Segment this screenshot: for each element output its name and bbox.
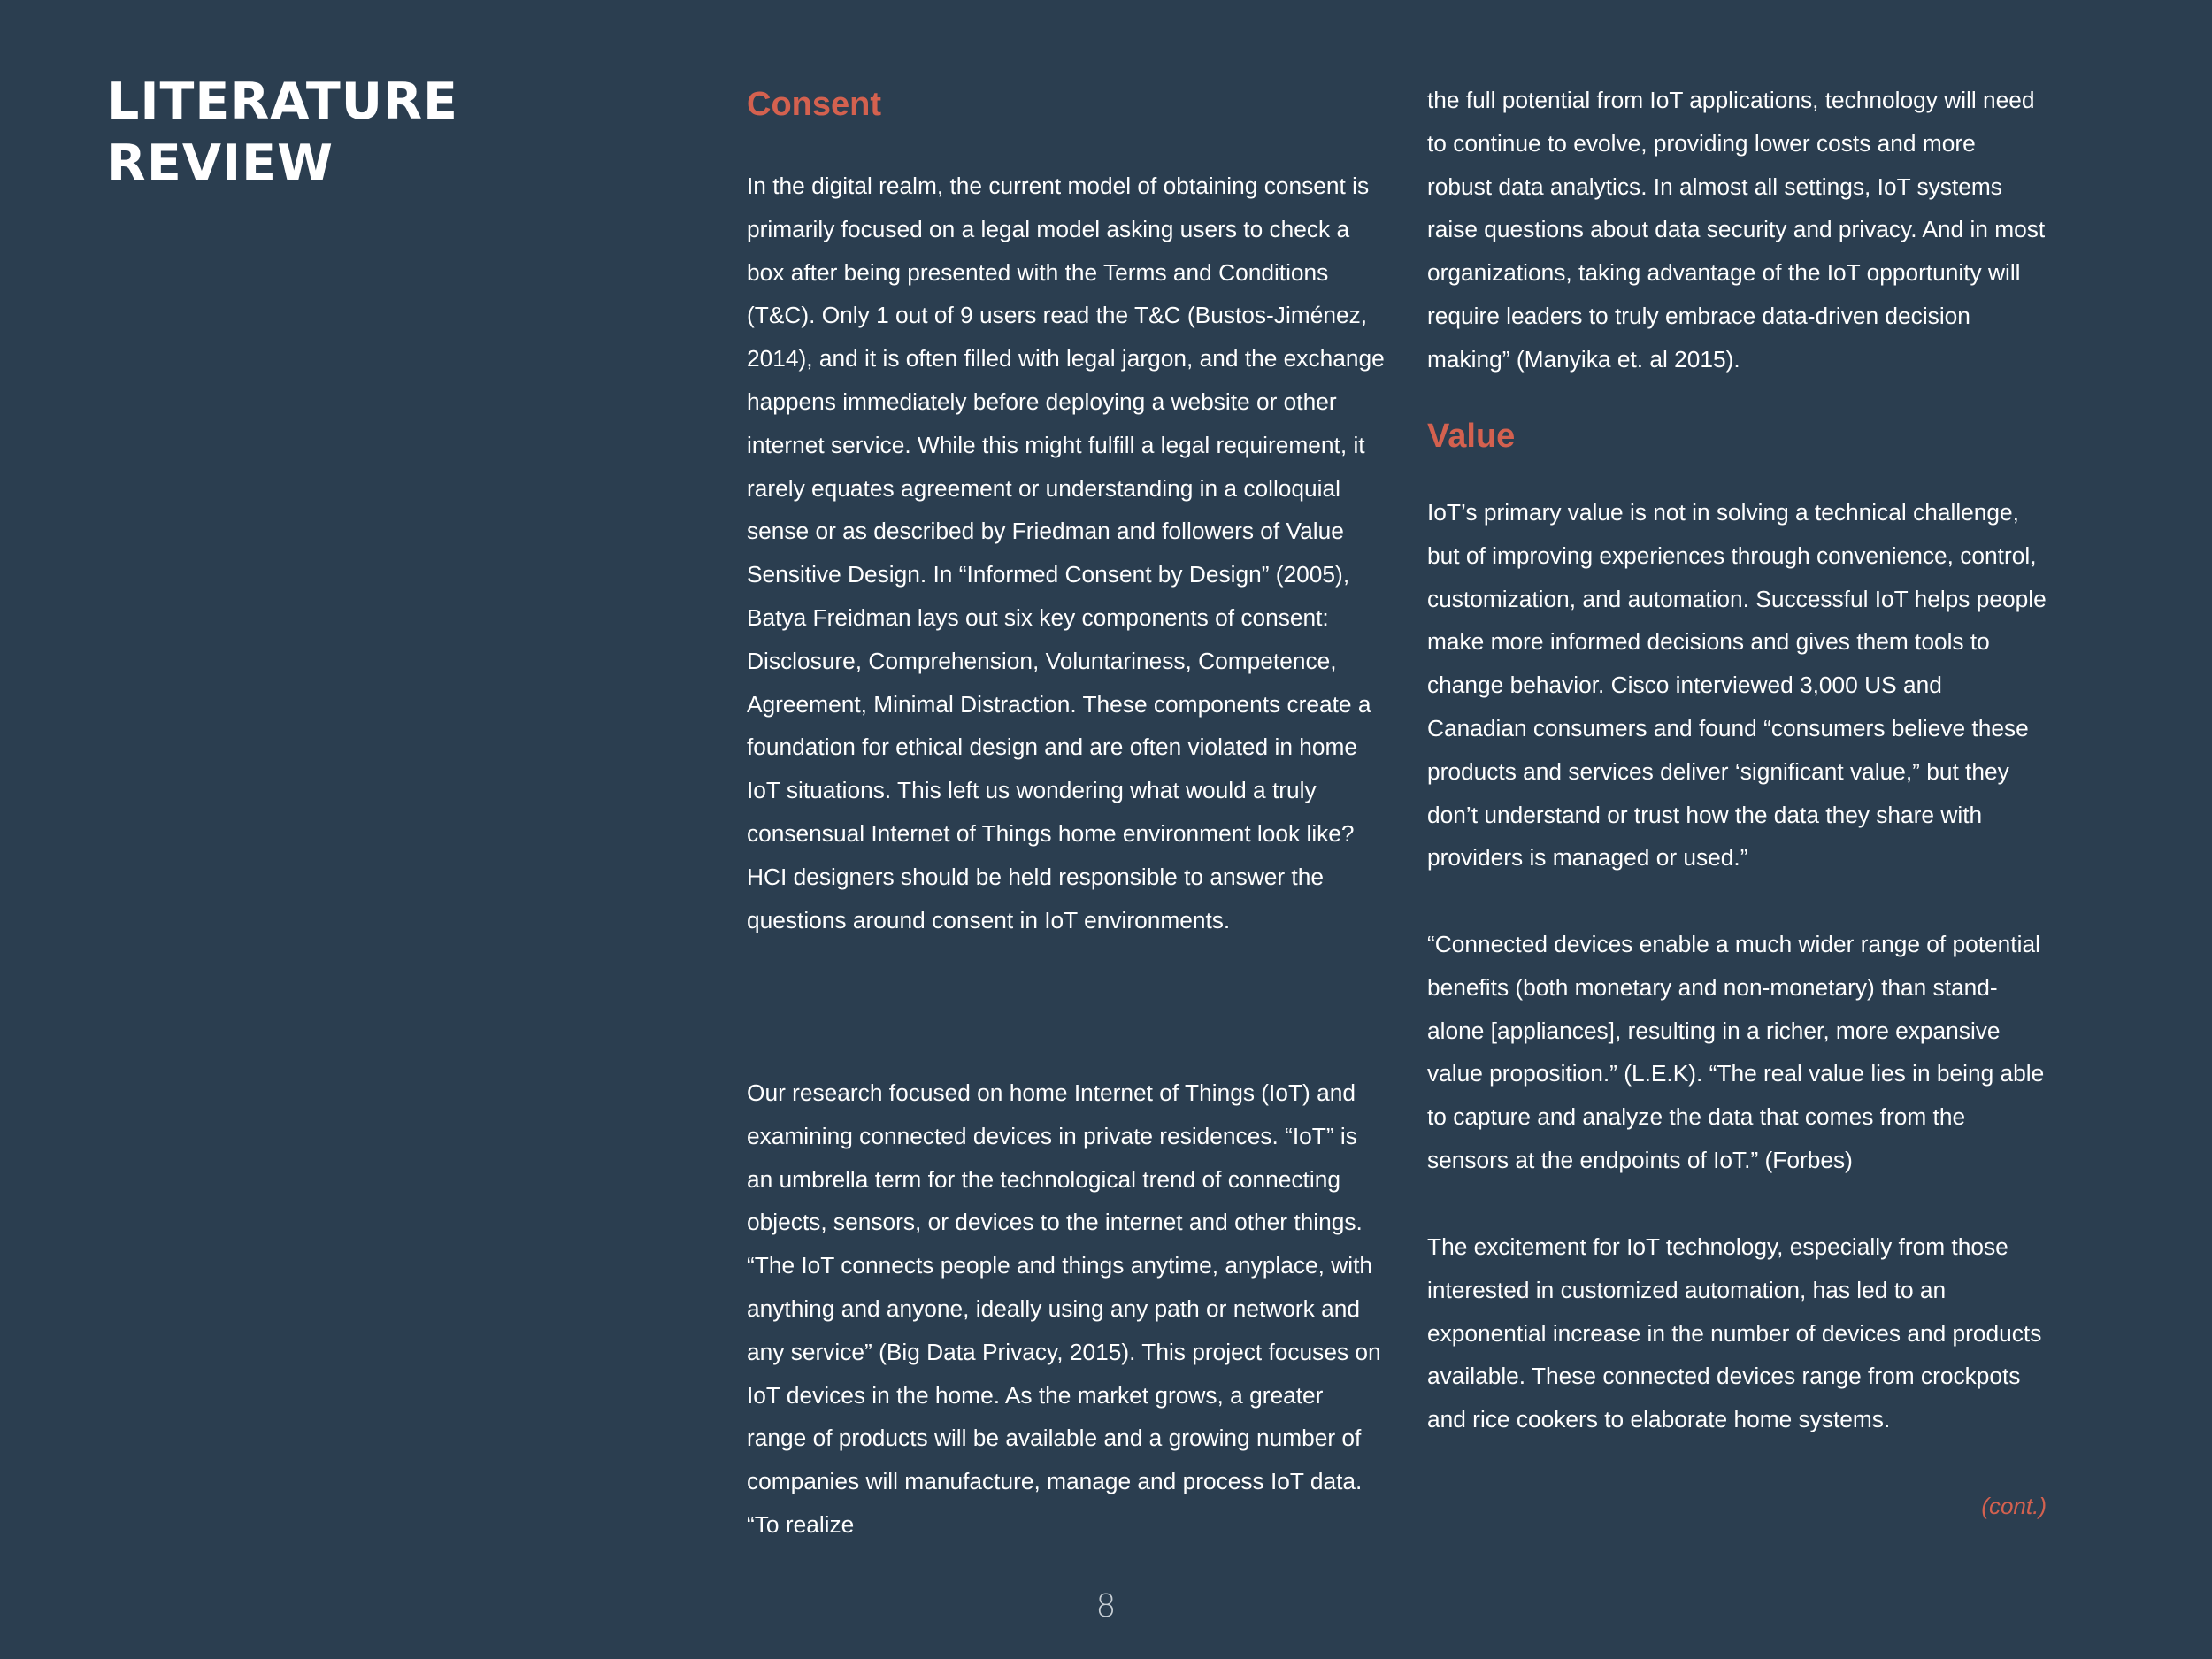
value-paragraph-3: The excitement for IoT technology, especially from those interested in customized automation, has led to an exponential increase in the number of devices and products available. These connected devices range from crockpots and rice cookers to elaborate home systems. (1427, 1233, 2042, 1433)
consent-paragraph-1: In the digital realm, the current model of obtaining consent is primarily focused on a legal model asking users to check a box after being presented with the Terms and Conditions (T&C). Only 1 out of 9 users read the T&C (Bustos-Jiménez, 2014), and it is often filled with legal jargon, and the exchange happens immediately before deploying a website or other internet service. While this might fulfill a legal requirement, it rarely equates agreement or understanding in a colloquial sense or as described by Friedman and followers of Value Sensitive Design. In “Informed Consent by Design” (2005), Batya Freidman lays out six key components of consent: Disclosure, Comprehension, Voluntariness, Competence, Agreement, Minimal Distraction. These components create a foundation for ethical design and are often violated in home IoT situations. This left us wondering what would a truly consensual Internet of Things home environment look like? HCI designers should be held responsible to answer the questions around consent in IoT environments. (747, 173, 1385, 933)
value-paragraph-2: “Connected devices enable a much wider range of potential benefits (both monetary and non-monetary) than stand-alone [appliances], resulting in a richer, more expansive value proposition.” (L.E.K). “The real value lies in being able to capture and analyze the data that comes from the sensors at the endpoints of IoT.” (Forbes) (1427, 931, 2045, 1173)
page-title (107, 71, 603, 195)
continuation-paragraph: the full potential from IoT applications, technology will need to continue to evolve, providing lower costs and more robust data analytics. In almost all settings, IoT systems raise questions about data security and privacy. And in most organizations, taking advantage of the IoT opportunity will require leaders to truly embrace data-driven decision making” (Manyika et. al 2015). (1427, 87, 2046, 373)
page-title-line-1: LITERATURE (107, 73, 458, 131)
value-paragraph-1: IoT’s primary value is not in solving a technical challenge, but of improving experiences through convenience, control, customization, and automation. Successful IoT helps people make more informed decisions and gives them tools to change behavior. Cisco interviewed 3,000 US and Canadian consumers and found “consumers believe these products and services deliver ‘significant value,” but they don’t understand or trust how the data they share with providers is managed or used.” (1427, 499, 2047, 872)
consent-paragraph-2: Our research focused on home Internet of Things (IoT) and examining connected devices in private residences. “IoT” is an umbrella term for the technological trend of connecting objects, sensors, or devices to the internet and other things. “The IoT connects people and things anytime, anyplace, with anything and anyone, ideally using any path or network and any service” (Big Data Privacy, 2015). This project focuses on IoT devices in the home. As the market grows, a greater range of products will be available and a growing number of companies will manufacture, manage and process IoT data. “To realize (747, 1079, 1381, 1538)
page-title-line-2: REVIEW (107, 134, 334, 193)
page-number: 8 (1095, 1588, 1117, 1624)
consent-heading: Consent (747, 86, 881, 123)
value-heading: Value (1427, 418, 1516, 455)
continued-note: (cont.) (1981, 1493, 2047, 1519)
